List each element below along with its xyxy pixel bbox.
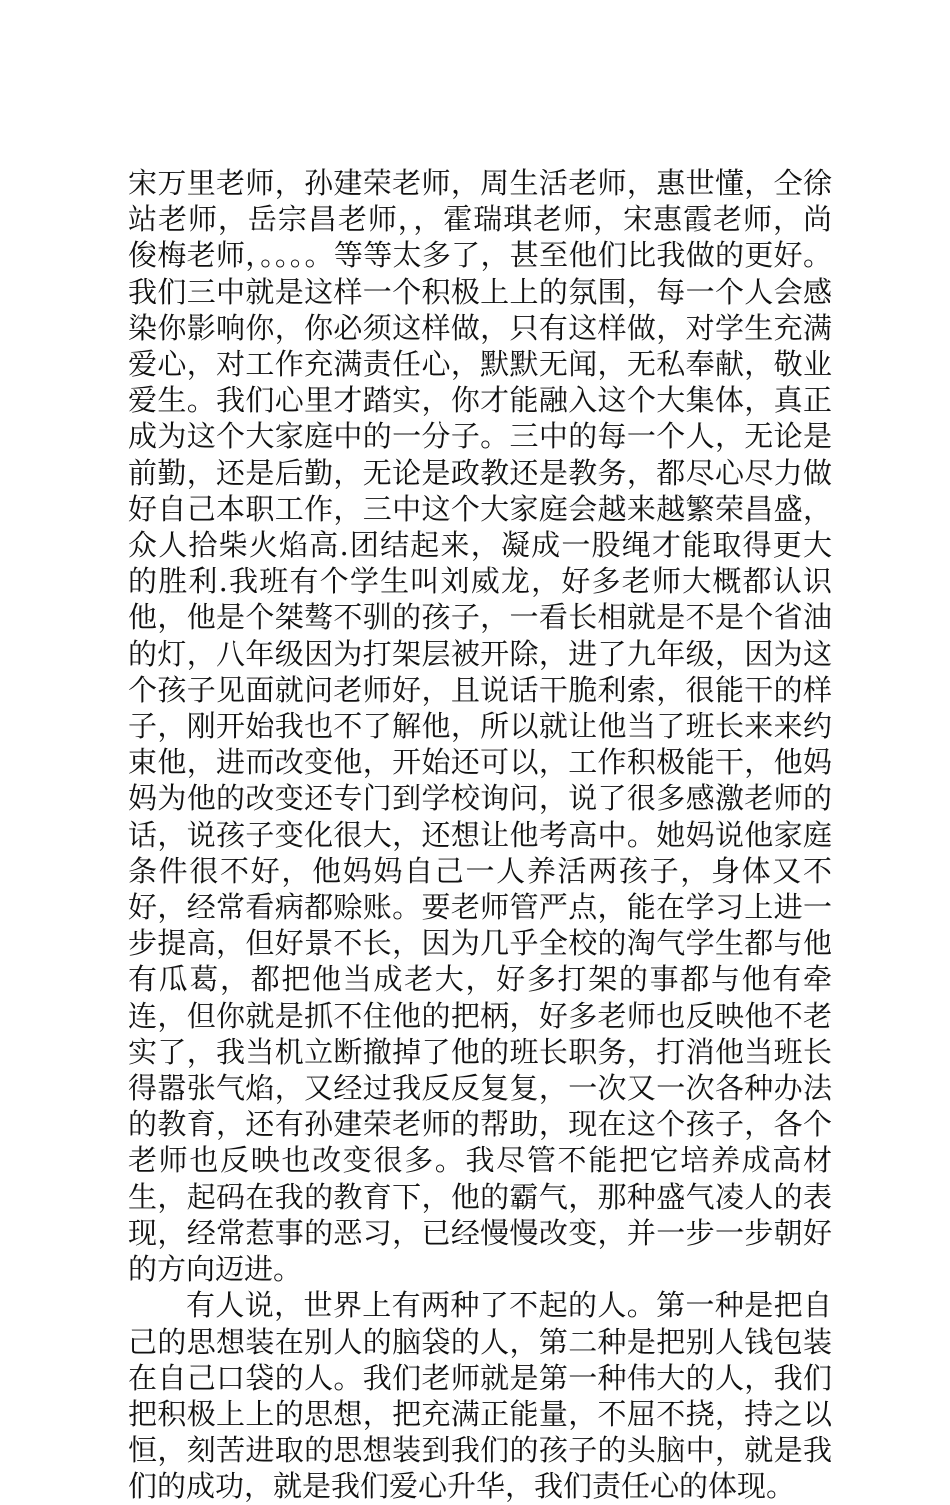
paragraph-two-kinds-of-people: 有人说，世界上有两种了不起的人。第一种是把自己的思想装在别人的脑袋的人，第二种是把别人钱包装在自己口袋的人。我们老师就是第一种伟大的人，我们把积极上上的思想，把充满正能量，不屈不挠，持之以恒，刻苦进取的思想装到我们的孩子的头脑中，就是我们的成功，就是我们爱心升华，我们责任心的体现。 — [128, 1288, 832, 1504]
document-body — [128, 165, 832, 1505]
paragraph-continuation: 宋万里老师，孙建荣老师，周生活老师，惠世懂，仝徐站老师，岳宗昌老师，，霍瑞琪老师，宋惠霞老师，尚俊梅老师，。。。。等等太多了，甚至他们比我做的更好。我们三中就是这样一个积极上上的氛围，每一个人会感染你影响你，你必须这样做，只有这样做，对学生充满爱心，对工作充满责任心，默默无闻，无私奉献，敬业爱生。我们心里才踏实，你才能融入这个大集体，真正成为这个大家庭中的一分子。三中的每一个人，无论是前勤，还是后勤，无论是政教还是教务，都尽心尽力做好自己本职工作，三中这个大家庭会越来越繁荣昌盛，众人拾柴火焰高.团结起来，凝成一股绳才能取得更大的胜利.我班有个学生叫刘威龙，好多老师大概都认识他，他是个桀骜不驯的孩子，一看长相就是不是个省油的灯，八年级因为打架层被开除，进了九年级，因为这个孩子见面就问老师好，且说话干脆利索，很能干的样子，刚开始我也不了解他，所以就让他当了班长来来约束他，进而改变他，开始还可以，工作积极能干，他妈妈为他的改变还专门到学校询问，说了很多感激老师的话，说孩子变化很大，还想让他考高中。她妈说他家庭条件很不好，他妈妈自己一人养活两孩子，身体又不好，经常看病都赊账。要老师管严点，能在学习上进一步提高，但好景不长，因为几乎全校的淘气学生都与他有瓜葛，都把他当成老大，好多打架的事都与他有牵连，但你就是抓不住他的把柄，好多老师也反映他不老实了，我当机立断撤掉了他的班长职务，打消他当班长得嚣张气焰，又经过我反反复复，一次又一次各种办法的教育，还有孙建荣老师的帮助，现在这个孩子，各个老师也反映也改变很多。我尽管不能把它培养成高材生，起码在我的教育下，他的霸气，那种盛气凌人的表现，经常惹事的恶习，已经慢慢改变，并一步一步朝好的方向迈进。 — [128, 166, 832, 1287]
